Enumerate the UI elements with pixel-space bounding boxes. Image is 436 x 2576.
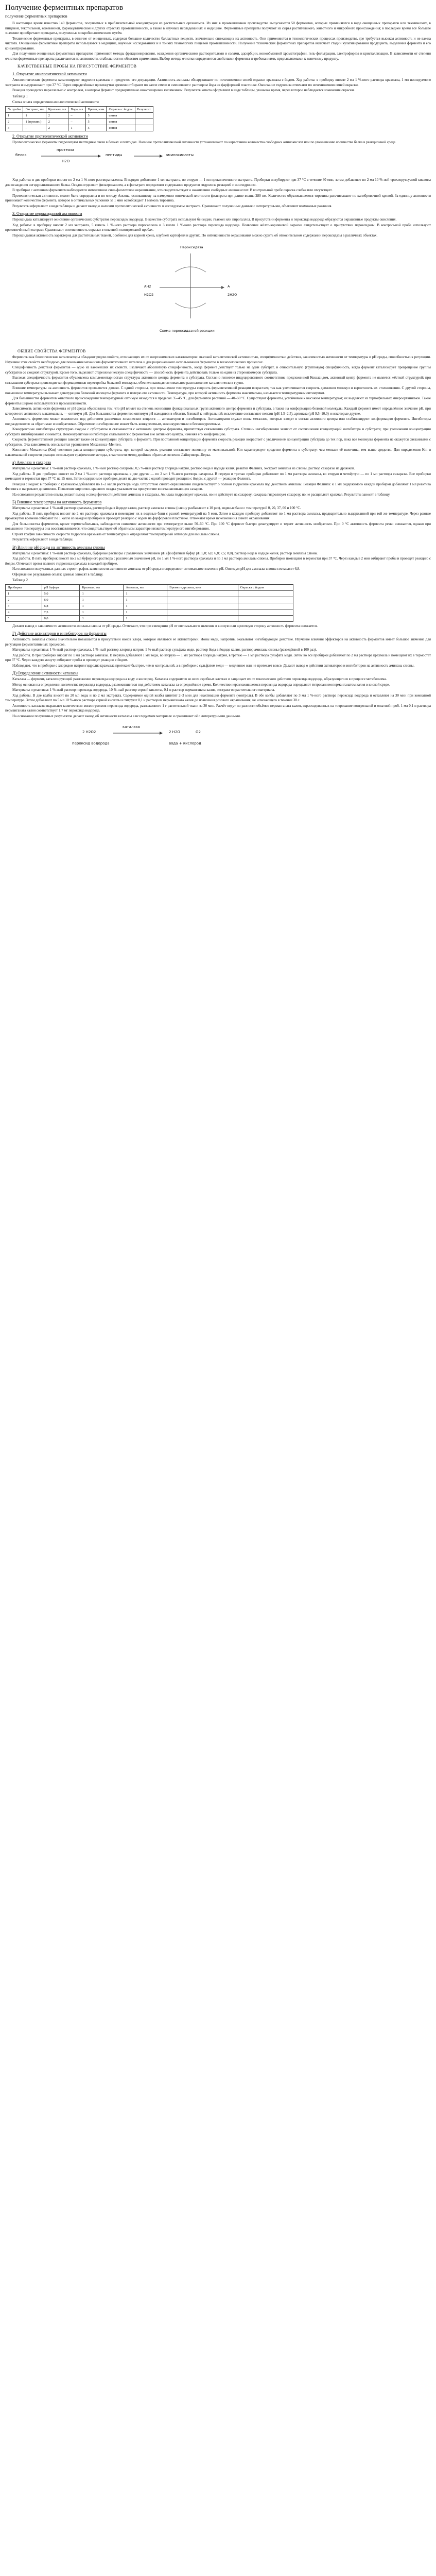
table-cell: 2 bbox=[6, 118, 23, 125]
scheme-enzyme: протеаза bbox=[57, 148, 74, 152]
table-header-cell: рН буфера bbox=[42, 584, 80, 590]
table-cell: 5 bbox=[85, 125, 107, 131]
scheme-substrate: белок bbox=[15, 153, 27, 157]
paragraph: Для большинства ферментов животного происхождения температурный оптимум находится в пределах 35–45 °С, для ферментов растений — 40–60 °С. Существуют ферменты, устойчивые к высоким температурам; их выделяют из термофильных микроорганизмов. Такие ферменты широко используются в промышленности. bbox=[5, 396, 431, 405]
paragraph: Активность амилазы слюны значительно повышается в присутствии ионов хлора, которые являются её активаторами. Ионы меди, напротив, оказывают ингибирующее действие. Изучение влияния эффекторов на активность ферментов имеет большое значение для регуляции ферментативных процессов. bbox=[5, 637, 431, 647]
table-row bbox=[6, 125, 153, 131]
paragraph: Результаты оформляют в виде таблицы и делают вывод о наличии протеолитической активности в исследуемом экстракте. Сравнивают полученные данные с литературными, объясняют возможные различия. bbox=[12, 204, 333, 208]
table-cell: 5 bbox=[85, 112, 107, 118]
paragraph: Ход работы. В пять пробирок вносят по 2 мл раствора крахмала и помещают их в водяные бани с разной температурой на 5 мин. Затем в каждую пробирку добавляют по 1 мл раствора амилазы, предварительно выдержанной при той же температуре. Через равные промежутки времени отбирают по 1 капле из каждой пробирки и проводят реакцию с йодом на фарфоровой пластинке. Отмечают время исчезновения синего окрашивания. bbox=[5, 511, 431, 520]
paragraph: Метод основан на определении количества пероксида водорода, разложившегося под действием каталазы за определённое время. Количество неразложившегося пероксида водорода определяют титрованием перманганатом калия в кислой среде. bbox=[12, 682, 390, 687]
paragraph: Материалы и реактивы: 1 %-ный раствор крахмала, 1 %-ный раствор сахарозы, 0,5 %-ный раствор хлорида натрия, раствор йода в йодиде калия, реактив Фелинга, экстракт амилазы из слюны, раствор сахаразы из дрожжей. bbox=[12, 466, 355, 470]
paragraph: Активность каталазы выражают количеством миллиграммов пероксида водорода, разложенного 1 г растительной ткани за 30 мин. Расчёт ведут по разности объёмов перманганата калия, израсходованных на титрование контрольной и опытной проб. 1 мл 0,1 н раствора перманганата калия соответствует 1,7 мг пероксида водорода. bbox=[5, 703, 431, 713]
table-cell: 1 bbox=[124, 590, 167, 597]
paragraph: Оформление результатов опыта: данные заносят в таблицу. bbox=[12, 572, 103, 577]
table-cell: – bbox=[68, 118, 85, 125]
paragraph: Ход работы. В три пробирки вносят по 1 мл раствора амилазы. В первую добавляют 1 мл воды, во вторую — 1 мл раствора хлорида натрия, в третью — 1 мл раствора сульфата меди. Затем во все пробирки добавляют по 2 мл раствора крахмала и помещают их в термостат при 37 °С. Через каждую минуту отбирают пробы и проводят реакцию с йодом. bbox=[5, 653, 431, 662]
paragraph: Протеолитическая активность может быть определена и по методу Ансона, основанному на измерении оптической плотности фильтрата при длине волны 280 нм. Количество образовавшегося тирозина рассчитывают по калибровочной кривой. За единицу активности принимают количество фермента, которое в оптимальных условиях за 1 мин освобождает 1 мкмоль тирозина. bbox=[5, 193, 431, 202]
ph-table bbox=[5, 584, 293, 622]
paragraph: Протеолитические ферменты гидролизуют пептидные связи в белках и пептидах. Наличие протеолитической активности устанавливают по нарастанию количества свободных аминокислот или по уменьшению количества белка в реакционной среде. bbox=[12, 140, 396, 144]
table-header-cell: Время гидролиза, мин bbox=[167, 584, 238, 590]
reaction-caption: пероксид водорода bbox=[72, 741, 110, 745]
subsection-title: Б) Влияние температуры на активность ферментов bbox=[12, 500, 102, 504]
table-header-cell: Крахмал, мл bbox=[80, 584, 124, 590]
paragraph: Ход работы. В две колбы вносят по 20 мл воды и по 2 мл экстракта. Содержимое одной колбы кипятят 2–3 мин для инактивации фермента (контроль). В обе колбы добавляют по 3 мл 1 %-ного раствора пероксида водорода и оставляют на 30 мин при комнатной температуре. Затем добавляют по 5 мл 10 %-ного раствора серной кислоты и титруют 0,1 н раствором перманганата калия до появления розового окрашивания, не исчезающего в течение 30 с. bbox=[5, 693, 431, 702]
table-cell: 4 bbox=[6, 609, 42, 615]
table-header-row bbox=[6, 584, 293, 590]
table-header-cell: Окраска с йодом bbox=[238, 584, 293, 590]
table-cell: 1 bbox=[80, 609, 124, 615]
table-cell bbox=[135, 112, 153, 118]
intro-paragraph: В настоящее время известно 140 ферментов, получаемых в приблизительной концентрации из растительных организмов. Из них в промышленном производстве выпускаются 50 ферментов, которые применяются в виде очищенных препаратов или технических, в пищевой, текстильной, кожевенной, фармацевтической и других отраслях промышленности, а также в научных исследованиях и медицине. Ферментные препараты получают из сырья растительного, животного и микробного происхождения; в последнее время всё большее значение приобретают препараты, полученные микробиологическим путём. bbox=[5, 21, 431, 35]
intro-block bbox=[5, 21, 431, 61]
table-cell: 5 bbox=[6, 615, 42, 621]
paragraph: Каталаза — фермент, катализирующий разложение пероксида водорода на воду и кислород. Каталаза содержится во всех аэробных клетках и защищает их от токсического действия пероксида водорода, образующегося в процессе метаболизма. bbox=[12, 677, 387, 681]
table-cell: 6,8 bbox=[42, 603, 80, 609]
table-row bbox=[6, 603, 293, 609]
section-title: КАЧЕСТВЕННЫЕ ПРОБЫ НА ПРИСУТСТВИЕ ФЕРМЕНТОВ bbox=[18, 64, 137, 69]
scheme-arrows bbox=[5, 146, 211, 175]
paragraph: Активность ферментов может изменяться под действием различных химических веществ — активаторов и ингибиторов. Активаторами служат ионы металлов, которые входят в состав активного центра или стабилизируют конформацию фермента. Ингибиторы подразделяются на обратимые и необратимые. Обратимое ингибирование может быть конкурентным, неконкурентным и бесконкурентным. bbox=[5, 417, 431, 426]
table-header-cell: Экстракт, мл bbox=[23, 106, 46, 112]
table-cell: 1 bbox=[80, 590, 124, 597]
table-header-cell: Пробирка bbox=[6, 584, 42, 590]
table-header-row bbox=[6, 106, 153, 112]
table-header-cell: Время, мин bbox=[85, 106, 107, 112]
figure-enzyme-label: Пероксидаза bbox=[180, 245, 203, 249]
reaction-enzyme: каталаза bbox=[123, 725, 140, 729]
paragraph: Конкурентные ингибиторы структурно сходны с субстратом и связываются с активным центром фермента, препятствуя связыванию субстрата. Степень ингибирования зависит от соотношения концентраций ингибитора и субстрата; при увеличении концентрации субстрата ингибирование снимается. Неконкурентные ингибиторы связываются с ферментом вне активного центра, изменяя его конформацию. bbox=[5, 427, 431, 436]
paragraph: Константа Михаэлиса (Km) численно равна концентрации субстрата, при которой скорость реакции составляет половину от максимальной. Km характеризует сродство фермента к субстрату: чем меньше её величина, тем выше сродство. Для определения Km и максимальной скорости реакции используют графические методы, в частности метод двойных обратных величин Лайнуивера–Берка. bbox=[5, 448, 431, 457]
table-cell: синяя bbox=[107, 118, 135, 125]
table-cell bbox=[135, 118, 153, 125]
subsection-title: В) Влияние рН среды на активность амилазы слюны bbox=[12, 545, 105, 550]
table-cell: 5,0 bbox=[42, 590, 80, 597]
section-title: ОБЩИЕ СВОЙСТВА ФЕРМЕНТОВ bbox=[18, 349, 86, 353]
intro-paragraph: Для получения очищенных ферментных препаратов применяют методы фракционирования, осаждения органическими растворителями и солями, адсорбции, ионообменной хроматографии, гель-фильтрации, электрофореза и кристаллизации. В зависимости от степени очистки ферментные препараты различаются по активности, стабильности и областям применения. Выбор метода очистки определяется свойствами фермента и требованиями, предъявляемыми к конечному продукту. bbox=[5, 52, 431, 61]
table-row bbox=[6, 118, 153, 125]
table-cell bbox=[238, 609, 293, 615]
table-cell bbox=[167, 603, 238, 609]
table-cell: 1 bbox=[124, 597, 167, 603]
table-header-cell: Крахмал, мл bbox=[46, 106, 68, 112]
paragraph: Для большинства ферментов, кроме термостабильных, наблюдается снижение активности при температуре выше 50–60 °С. При 100 °С фермент быстро денатурирует и теряет активность необратимо. При 0 °С активность фермента резко снижается, однако при повышении температуры она восстанавливается, что свидетельствует об обратимом характере низкотемпературного ингибирования. bbox=[5, 521, 431, 531]
paragraph: Ход работы: в пробирку вносят 2 мл экстракта, 5 капель 1 %-ного раствора пирогаллола и 3 капли 1 %-ного раствора пероксида водорода. Появление жёлто-коричневой окраски свидетельствует о присутствии пероксидазы. В контрольной пробе используют прокипячённый экстракт. Сравнивают интенсивность окраски в опытной и контрольной пробах. bbox=[5, 223, 431, 232]
table-header-cell: Результат bbox=[135, 106, 153, 112]
scheme-product: пептиды bbox=[106, 153, 123, 157]
table-cell: 3 bbox=[6, 125, 23, 131]
paragraph: Строят график зависимости скорости гидролиза крахмала от температуры и определяют температурный оптимум для амилазы слюны. bbox=[12, 532, 220, 536]
table-header-cell: Вода, мл bbox=[68, 106, 85, 112]
paragraph: Зависимость активности фермента от рН среды обусловлена тем, что рН влияет на степень ионизации функциональных групп активного центра фермента и субстрата, а также на конформацию белковой молекулы. Каждый фермент имеет определённое значение рН, при котором его активность максимальна, — оптимум рН. Для большинства ферментов оптимум рН находится в области, близкой к нейтральной; исключение составляют пепсин (рН 1,5–2,5), аргиназа (рН 9,5–10,0) и некоторые другие. bbox=[5, 406, 431, 416]
peroxidase-figure bbox=[5, 241, 431, 344]
figure-product: A bbox=[228, 284, 230, 289]
table-label: Таблица 1 bbox=[12, 94, 28, 98]
paragraph: Наблюдают, что в пробирке с хлоридом натрия гидролиз крахмала протекает быстрее, чем в контрольной, а в пробирке с сульфатом меди — медленнее или не протекает вовсе. Делают вывод о действии активаторов и ингибиторов на активность амилазы слюны. bbox=[12, 663, 415, 668]
table-cell: 1 (прокип.) bbox=[23, 118, 46, 125]
subsection-title: 1. Открытие амилолитической активности bbox=[12, 72, 87, 76]
paragraph: Реакция с йодом: в пробирки с крахмалом добавляют по 1–2 капли раствора йода. Отсутствие синего окрашивания свидетельствует о полном гидролизе крахмала под действием амилазы. Реакция Фелинга: к 1 мл содержимого каждой пробирки добавляют 1 мл реактива Фелинга и нагревают до кипения. Появление кирпично-красного осадка указывает на присутствие восстанавливающих сахаров. bbox=[5, 482, 431, 491]
table-caption: Схема опыта определения амилолитической активности bbox=[12, 100, 99, 104]
table-cell: 5 bbox=[85, 118, 107, 125]
paragraph: Специфичность действия ферментов — одно из важнейших их свойств. Различают абсолютную специфичность, когда фермент действует только на один субстрат, и относительную (групповую) специфичность, когда фермент катализирует превращение группы субстратов со сходной структурой. Кроме того, выделяют стереохимическую специфичность — способность фермента действовать только на один из стереоизомеров субстрата. bbox=[5, 365, 431, 375]
paragraph: Амилолитические ферменты катализируют гидролиз крахмала и продуктов его деградации. Активность амилазы обнаруживают по исчезновению синей окраски крахмала с йодом. Ход работы: в пробирку вносят 2 мл 1 %-ного раствора крахмала, 1 мл исследуемого экстракта и выдерживают при 37 °С. Через определённые промежутки времени отбирают по капле смеси и смешивают с раствором йода на фарфоровой пластинке. Окончание гидролиза отмечают по исчезновению синей окраски. bbox=[5, 78, 431, 87]
paragraph: Материалы и реактивы: 1 %-ный раствор пероксида водорода, 10 %-ный раствор серной кислоты, 0,1 н раствор перманганата калия, экстракт из растительного материала. bbox=[12, 688, 275, 692]
paragraph: В пробирке с активным ферментом наблюдается интенсивное сине-фиолетовое окрашивание, что свидетельствует о накоплении свободных аминокислот. В контрольной пробе окраска слабая или отсутствует. bbox=[12, 188, 333, 192]
table-cell: 3 bbox=[6, 603, 42, 609]
table-cell: 6,0 bbox=[42, 597, 80, 603]
table-cell bbox=[167, 597, 238, 603]
table-row bbox=[6, 590, 293, 597]
paragraph: На основании результатов опыта делают вывод о специфичности действия амилазы и сахаразы. Амилаза гидролизует крахмал, но не действует на сахарозу; сахараза гидролизует сахарозу, но не расщепляет крахмал. Результаты заносят в таблицу. bbox=[12, 492, 391, 497]
subsection-title: 3. Открытие пероксидазной активности bbox=[12, 211, 82, 216]
table-cell bbox=[167, 590, 238, 597]
table-cell: 1 bbox=[68, 125, 85, 131]
table-cell bbox=[238, 615, 293, 621]
table-header-cell: Амилаза, мл bbox=[124, 584, 167, 590]
table-cell bbox=[167, 609, 238, 615]
subsection-title: а) Амилаза и сахараза bbox=[12, 460, 51, 465]
table-cell: 1 bbox=[124, 615, 167, 621]
subsection-title: 2. Открытие протеолитической активности bbox=[12, 133, 88, 139]
paragraph: Высокая специфичность ферментов обусловлена комплементарностью структуры активного центра фермента и субстрата. Согласно гипотезе индуцированного соответствия, предложенной Кошландом, активный центр фермента не является жёсткой структурой; при связывании субстрата происходит конформационная перестройка белковой молекулы, обеспечивающая оптимальное расположение каталитических групп. bbox=[5, 376, 431, 385]
table-cell: 1 bbox=[80, 615, 124, 621]
table-cell: синяя bbox=[107, 125, 135, 131]
table-cell: 1 bbox=[80, 603, 124, 609]
table-cell: 2 bbox=[46, 125, 68, 131]
table-cell bbox=[238, 590, 293, 597]
paragraph: На основании полученных результатов делают вывод об активности каталазы в исследуемом материале и сравнивают её с литературными данными. bbox=[12, 714, 241, 718]
table-cell bbox=[238, 603, 293, 609]
page-subtitle: получение ферментных препаратов bbox=[5, 14, 67, 19]
reaction-product: O2 bbox=[196, 730, 201, 734]
paragraph: Ход работы. В две пробирки вносят по 2 мл 1 %-ного раствора крахмала, в две другие — по 2 мл 1 %-ного раствора сахарозы. В первую и третью пробирки добавляют по 1 мл раствора амилазы, во вторую и четвёртую — по 1 мл раствора сахаразы. Все пробирки помещают в термостат при 37 °С на 15 мин. Затем содержимое пробирок делят на две части: с одной проводят реакцию с йодом, с другой — реакцию Фелинга. bbox=[5, 471, 431, 481]
reaction-caption: вода + кислород bbox=[169, 741, 201, 745]
table-header-cell: № пробы bbox=[6, 106, 23, 112]
hydrolysis-scheme bbox=[5, 146, 431, 175]
table-cell: 7,5 bbox=[42, 609, 80, 615]
table-cell: – bbox=[68, 112, 85, 118]
table-row bbox=[6, 597, 293, 603]
table-cell: 1 bbox=[80, 597, 124, 603]
paragraph: Ход работы. В пять пробирок вносят по 2 мл буферного раствора с различным значением рН, по 1 мл 1 %-ного раствора крахмала и по 1 мл раствора амилазы слюны. Пробирки помещают в термостат при 37 °С. Через каждые 2 мин отбирают пробы и проводят реакцию с йодом. Отмечают время полного гидролиза крахмала в каждой пробирке. bbox=[5, 556, 431, 566]
table-cell: 2 bbox=[46, 112, 68, 118]
table-cell: синяя bbox=[107, 112, 135, 118]
table-cell: 8,0 bbox=[42, 615, 80, 621]
paragraph: Материалы и реактивы: 1 %-ный раствор крахмала, буферные растворы с различным значением рН (фосфатный буфер рН 5,0; 6,0; 6,8; 7,5; 8,0), раствор йода в йодиде калия, раствор амилазы слюны. bbox=[12, 551, 319, 555]
table-row bbox=[6, 615, 293, 621]
page-title: Получение ферментных препаратов bbox=[5, 4, 124, 12]
table-cell bbox=[135, 125, 153, 131]
paragraph: Влияние температуры на активность ферментов проявляется двояко. С одной стороны, при повышении температуры скорость ферментативной реакции возрастает, так как увеличивается скорость движения молекул и вероятность их столкновения. С другой стороны, повышение температуры вызывает денатурацию белковой молекулы фермента и потерю его активности. Температура, при которой активность фермента максимальна, называется температурным оптимумом. bbox=[5, 386, 431, 395]
paragraph: Пероксидазная активность характерна для растительных тканей, особенно для корней хрена, клубней картофеля и других. По интенсивности окрашивания можно судить об относительном содержании пероксидазы в различных объектах. bbox=[12, 233, 378, 238]
table-label: Таблица 2 bbox=[12, 578, 28, 582]
table-cell: 1 bbox=[124, 609, 167, 615]
scheme-water: H2O bbox=[62, 159, 70, 163]
figure-substrate: AH2 bbox=[144, 284, 151, 289]
table-cell: 2 bbox=[46, 118, 68, 125]
paragraph: Реакция проводится параллельно с контролем, в котором фермент предварительно инактивирован кипячением. Результаты опыта оформляют в виде таблицы, указывая время, через которое наблюдается изменение окраски. bbox=[12, 88, 355, 92]
paragraph: Материалы и реактивы: 1 %-ный раствор крахмала, раствор йода в йодиде калия, раствор амилазы слюны (слюну разбавляют в 10 раз), водяные бани с температурой 0, 20, 37, 60 и 100 °С. bbox=[12, 506, 301, 510]
figure-caption: Схема пероксидазной реакции bbox=[160, 329, 215, 333]
table-cell bbox=[238, 597, 293, 603]
figure-drawing bbox=[5, 241, 431, 344]
experiment-table bbox=[5, 106, 153, 131]
table-header-cell: Окраска с йодом bbox=[107, 106, 135, 112]
table-cell: 1 bbox=[124, 603, 167, 609]
table-cell: 2 bbox=[6, 597, 42, 603]
paragraph: Результаты оформляют в виде таблицы. bbox=[12, 537, 74, 541]
table-row bbox=[6, 112, 153, 118]
paragraph: Скорость ферментативной реакции зависит также от концентрации субстрата и фермента. При постоянной концентрации фермента скорость реакции возрастает с увеличением концентрации субстрата до тех пор, пока все молекулы фермента не окажутся связанными с субстратом. Эта зависимость описывается уравнением Михаэлиса–Ментен. bbox=[5, 437, 431, 447]
paragraph: Делают вывод о зависимости активности амилазы слюны от рН среды. Отмечают, что при смещении рН от оптимального значения в кислую или щелочную сторону активность фермента снижается. bbox=[12, 623, 318, 628]
reaction-product: 2 H2O bbox=[169, 730, 180, 734]
table-cell: – bbox=[23, 125, 46, 131]
figure-reagent: H2O2 bbox=[144, 293, 154, 297]
paragraph: Пероксидаза катализирует окисление органических субстратов пероксидом водорода. В качестве субстрата используют бензидин, гваякол или пирогаллол. В присутствии фермента и пероксида водорода образуются окрашенные продукты окисления. bbox=[12, 217, 397, 222]
paragraph: Материалы и реактивы: 1 %-ный раствор крахмала, 1 %-ный раствор хлорида натрия, 1 %-ный раствор сульфата меди, раствор йода в йодиде калия, раствор амилазы слюны (разведённой в 100 раз). bbox=[12, 648, 317, 652]
table-cell bbox=[167, 615, 238, 621]
table-cell: 1 bbox=[6, 590, 42, 597]
figure-water: 2H2O bbox=[228, 293, 237, 297]
intro-paragraph: Технические ферментные препараты, в отличие от очищенных, содержат большое количество балластных веществ, значительно снижающих их активность. Они применяются в технологических процессах производства, где требуется высокая активность и не важна чистота. Очищенные ферментные препараты используются в медицине, научных исследованиях и в тонких технологиях пищевой промышленности. Получение технических ферментных препаратов включает стадии культивирования продуцента, выделения фермента и его концентрирования. bbox=[5, 36, 431, 50]
paragraph: Ферменты как биологические катализаторы обладают рядом свойств, отличающих их от неорганических катализаторов: высокой каталитической активностью, специфичностью действия, зависимостью активности от температуры и рН среды, способностью к регуляции. Изучение этих свойств необходимо для понимания механизма ферментативного катализа и для рационального использования ферментов в технологических процессах. bbox=[5, 355, 431, 364]
catalase-reaction bbox=[5, 723, 431, 754]
table-row bbox=[6, 609, 293, 615]
subsection-title: Д) Определение активности каталазы bbox=[12, 671, 78, 675]
paragraph: На основании полученных данных строят график зависимости активности амилазы от рН среды и определяют оптимальное значение рН. Оптимум рН для амилазы слюны составляет 6,8. bbox=[12, 567, 301, 571]
paragraph: Ход работы: в две пробирки вносят по 2 мл 1 %-ного раствора казеина. В первую добавляют 1 мл экстракта, во вторую — 1 мл прокипяченного экстракта. Пробирки инкубируют при 37 °С в течение 30 мин, затем добавляют по 2 мл 10 %-ной трихлоруксусной кислоты для осаждения негидролизованного белка. Осадок отделяют фильтрованием, а в фильтрате определяют содержание продуктов гидролиза реакцией с нингидрином. bbox=[5, 178, 431, 187]
reaction-substrate: 2 H2O2 bbox=[82, 730, 96, 734]
table-cell: 1 bbox=[23, 112, 46, 118]
scheme-product: аминокислоты bbox=[166, 153, 194, 157]
subsection-title: Г) Действие активаторов и ингибиторов на ферменты bbox=[12, 631, 107, 636]
table-cell: 1 bbox=[6, 112, 23, 118]
